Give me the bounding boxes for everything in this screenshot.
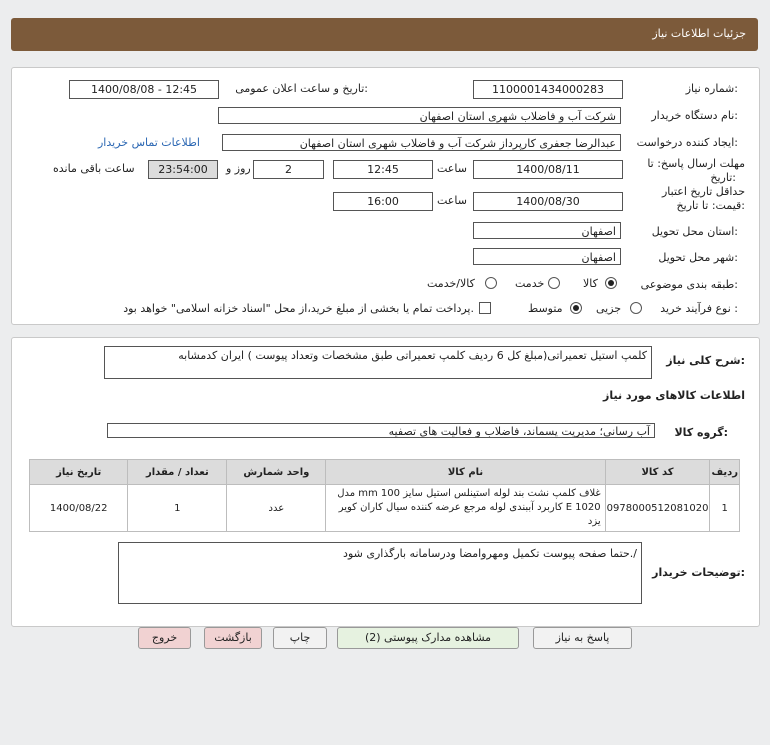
buyer-contact-link[interactable]: اطلاعات تماس خریدار bbox=[98, 136, 200, 149]
notes-label: توضیحات خریدار: bbox=[652, 566, 745, 579]
summary-label: شرح کلی نیاز: bbox=[666, 354, 745, 367]
city-field: اصفهان bbox=[473, 248, 621, 265]
creator-label: ایجاد کننده درخواست: bbox=[636, 136, 738, 149]
remaining-time-field: 23:54:00 bbox=[148, 160, 218, 179]
validity-label: حداقل تاریخ اعتبار bbox=[661, 185, 745, 198]
cell-date: 1400/08/22 bbox=[30, 485, 128, 532]
buyer-org-field: شرکت آب و فاضلاب شهری استان اصفهان bbox=[218, 107, 621, 124]
treasury-payment-checkbox[interactable] bbox=[479, 302, 491, 314]
col-date: تاریخ نیاز bbox=[30, 460, 128, 485]
treasury-payment-note: پرداخت تمام یا بخشی از مبلغ خرید،از محل "اسناد خزانه اسلامی" خواهد بود. bbox=[123, 302, 474, 315]
deadline-time-label: ساعت bbox=[437, 162, 467, 175]
table-row bbox=[30, 485, 740, 532]
deadline-time-field: 12:45 bbox=[333, 160, 433, 179]
process-radio-minor[interactable] bbox=[630, 302, 642, 314]
creator-field: عبدالرضا جعفری کارپرداز شرکت آب و فاضلاب شهری استان اصفهان bbox=[222, 134, 621, 151]
days-label: روز و bbox=[226, 162, 251, 175]
category-label: طبقه بندی موضوعی: bbox=[640, 278, 738, 291]
process-radio-medium[interactable] bbox=[570, 302, 582, 314]
notes-text: حتما صفحه پیوست تکمیل ومهروامضا ودرسامانه بارگذاری شود./ bbox=[343, 547, 637, 560]
cell-name: غلاف کلمپ نشت بند لوله استینلس استیل سایز 100 mm مدل E 1020 کاربرد آببندی لوله مرجع عرضه کننده سیال کاران کویر یزد bbox=[326, 485, 605, 532]
cell-row: 1 bbox=[710, 485, 740, 532]
announce-field: 1400/08/08 - 12:45 bbox=[69, 80, 219, 99]
buyer-org-label: نام دستگاه خریدار: bbox=[651, 109, 738, 122]
deadline-label-2: تاریخ: bbox=[710, 171, 736, 184]
col-code: کد کالا bbox=[605, 460, 710, 485]
page-header bbox=[11, 18, 758, 51]
province-field: اصفهان bbox=[473, 222, 621, 239]
view-documents-button[interactable]: مشاهده مدارک پیوستی (2) bbox=[337, 627, 519, 649]
category-radio-service[interactable] bbox=[548, 277, 560, 289]
goods-table bbox=[29, 459, 740, 532]
category-radio-goods[interactable] bbox=[605, 277, 617, 289]
validity-label-2: قیمت: تا تاریخ: bbox=[676, 199, 745, 212]
col-row: ردیف bbox=[710, 460, 740, 485]
summary-field: کلمپ استیل تعمیراتی(مبلغ کل 6 ردیف کلمپ تعمیراتی طبق مشخصات وتعداد پیوست ) ایران کدمشابه bbox=[104, 346, 652, 379]
announce-label: تاریخ و ساعت اعلان عمومی: bbox=[235, 82, 368, 95]
goods-group-label: گروه کالا: bbox=[674, 426, 728, 439]
category-radio-both[interactable] bbox=[485, 277, 497, 289]
cell-unit: عدد bbox=[227, 485, 326, 532]
province-label: استان محل تحویل: bbox=[651, 225, 738, 238]
category-option-both: کالا/خدمت bbox=[427, 277, 475, 290]
category-option-service: خدمت bbox=[515, 277, 545, 290]
city-label: شهر محل تحویل: bbox=[658, 251, 738, 264]
process-label: نوع فرآیند خرید : bbox=[660, 302, 738, 315]
validity-date-field: 1400/08/30 bbox=[473, 192, 623, 211]
validity-time-label: ساعت bbox=[437, 194, 467, 207]
col-unit: واحد شمارش bbox=[227, 460, 326, 485]
page-title: جزئیات اطلاعات نیاز bbox=[652, 27, 746, 40]
category-option-goods: کالا bbox=[583, 277, 598, 290]
deadline-label: مهلت ارسال پاسخ: تا bbox=[647, 157, 745, 170]
reply-button[interactable]: پاسخ به نیاز bbox=[533, 627, 632, 649]
exit-button[interactable]: خروج bbox=[138, 627, 191, 649]
col-name: نام کالا bbox=[326, 460, 605, 485]
cell-qty: 1 bbox=[128, 485, 227, 532]
back-button[interactable]: بازگشت bbox=[204, 627, 262, 649]
need-number-label: شماره نیاز: bbox=[685, 82, 738, 95]
goods-group-field: آب رسانی؛ مدیریت پسماند، فاضلاب و فعالیت های تصفیه bbox=[107, 423, 655, 438]
remaining-label: ساعت باقی مانده bbox=[53, 162, 135, 175]
deadline-date-field: 1400/08/11 bbox=[473, 160, 623, 179]
cell-code: 0978000512081020 bbox=[605, 485, 710, 532]
print-button[interactable]: چاپ bbox=[273, 627, 327, 649]
need-number-field: 1100001434000283 bbox=[473, 80, 623, 99]
goods-section-title: اطلاعات کالاهای مورد نیاز bbox=[603, 389, 745, 402]
col-qty: تعداد / مقدار bbox=[128, 460, 227, 485]
days-field: 2 bbox=[253, 160, 324, 179]
validity-time-field: 16:00 bbox=[333, 192, 433, 211]
process-option-medium: متوسط bbox=[528, 302, 563, 315]
process-option-minor: جزیی bbox=[596, 302, 622, 315]
notes-box bbox=[118, 542, 642, 604]
